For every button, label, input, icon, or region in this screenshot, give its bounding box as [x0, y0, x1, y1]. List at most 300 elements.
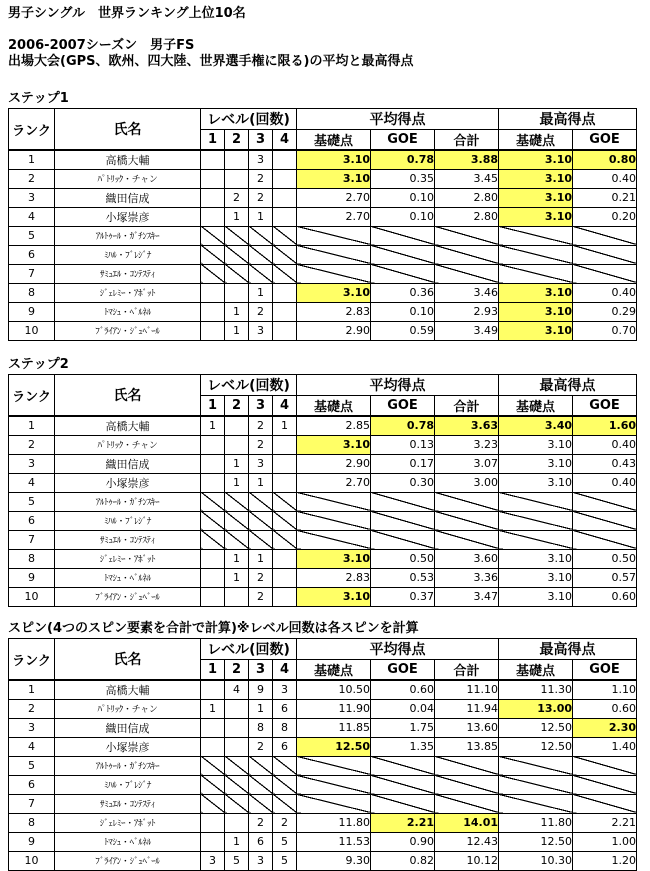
average-total-header: 合計: [435, 396, 499, 417]
score-ag: [371, 794, 435, 813]
section-title-spin: スピン(4つのスピン要素を合計で計算)※レベル回数は各スピンを計算: [8, 621, 419, 636]
score-at: [435, 492, 499, 511]
level-count-l2: [225, 737, 249, 756]
level-count-l3: 9: [249, 680, 273, 699]
score-ag: [371, 775, 435, 794]
rank-cell: 3: [9, 718, 55, 737]
level-count-l4: [273, 568, 297, 587]
score-ab: 11.85: [297, 718, 371, 737]
score-ag: [371, 264, 435, 283]
level-count-l3: 2: [249, 302, 273, 321]
skater-name: ｱﾙﾄｩｰﾙ・ｶﾞﾁﾝｽｷｰ: [55, 226, 201, 245]
score-at: 3.63: [435, 416, 499, 435]
score-at: 2.80: [435, 188, 499, 207]
score-ab: [297, 245, 371, 264]
skater-name: ﾐﾊﾙ・ﾌﾞﾚｼﾞﾅ: [55, 511, 201, 530]
score-at: 3.49: [435, 321, 499, 340]
level-count-l4: 5: [273, 851, 297, 870]
level-count-l2: [225, 511, 249, 530]
score-at: 3.60: [435, 549, 499, 568]
score-mb: [499, 775, 573, 794]
score-mb: 3.10: [499, 435, 573, 454]
level-count-l2: 5: [225, 851, 249, 870]
level-count-l3: 1: [249, 473, 273, 492]
rank-cell: 3: [9, 454, 55, 473]
level-header: レベル(回数): [201, 109, 297, 130]
level-count-l2: [225, 435, 249, 454]
rank-cell: 3: [9, 188, 55, 207]
level-count-l3: [249, 492, 273, 511]
score-ag: 0.60: [371, 680, 435, 699]
score-at: 3.46: [435, 283, 499, 302]
score-mg: 0.40: [573, 169, 637, 188]
level-1-header: 1: [201, 130, 225, 151]
score-mg: 1.20: [573, 851, 637, 870]
score-ag: [371, 226, 435, 245]
max-base-header: 基礎点: [499, 660, 573, 681]
score-at: [435, 794, 499, 813]
level-count-l1: [201, 283, 225, 302]
rank-cell: 6: [9, 245, 55, 264]
table-row: [9, 549, 637, 568]
level-count-l2: 1: [225, 473, 249, 492]
skater-name: ｻﾐｭｴﾙ・ｺﾝﾃｽﾃｨ: [55, 264, 201, 283]
level-count-l4: [273, 454, 297, 473]
score-ag: 0.78: [371, 416, 435, 435]
score-mg: 2.30: [573, 718, 637, 737]
level-count-l4: [273, 302, 297, 321]
table-row: [9, 794, 637, 813]
score-at: 3.45: [435, 169, 499, 188]
level-count-l2: [225, 699, 249, 718]
level-count-l1: [201, 245, 225, 264]
level-count-l3: [249, 264, 273, 283]
level-count-l1: [201, 775, 225, 794]
rank-cell: 2: [9, 435, 55, 454]
score-ab: 3.10: [297, 549, 371, 568]
level-count-l3: 2: [249, 568, 273, 587]
level-count-l4: [273, 549, 297, 568]
score-mb: 11.30: [499, 680, 573, 699]
average-score-header: 平均得点: [297, 639, 499, 660]
subtitle: 出場大会(GPS、欧州、四大陸、世界選手権に限る)の平均と最高得点: [8, 54, 414, 69]
score-mb: [499, 264, 573, 283]
rank-cell: 5: [9, 492, 55, 511]
score-ab: [297, 264, 371, 283]
table-row: [9, 245, 637, 264]
skater-name: 織田信成: [55, 718, 201, 737]
score-mb: 3.10: [499, 321, 573, 340]
level-count-l2: [225, 264, 249, 283]
score-mg: 0.80: [573, 150, 637, 169]
score-at: 3.47: [435, 587, 499, 606]
score-mg: 1.40: [573, 737, 637, 756]
level-count-l3: 2: [249, 169, 273, 188]
score-at: 13.85: [435, 737, 499, 756]
score-mb: 3.10: [499, 188, 573, 207]
level-count-l1: [201, 169, 225, 188]
level-2-header: 2: [225, 396, 249, 417]
level-count-l2: [225, 492, 249, 511]
score-ab: 2.70: [297, 473, 371, 492]
average-goe-header: GOE: [371, 130, 435, 151]
rank-header: ランク: [9, 639, 55, 681]
level-count-l1: [201, 530, 225, 549]
score-at: 2.93: [435, 302, 499, 321]
score-ab: 3.10: [297, 435, 371, 454]
score-at: 3.00: [435, 473, 499, 492]
level-count-l2: [225, 169, 249, 188]
score-mg: [573, 245, 637, 264]
level-count-l1: [201, 511, 225, 530]
max-base-header: 基礎点: [499, 396, 573, 417]
skater-name: ﾄﾏｼｭ・ﾍﾞﾙﾈﾙ: [55, 302, 201, 321]
level-count-l2: [225, 245, 249, 264]
score-at: [435, 511, 499, 530]
skater-name: ﾊﾟﾄﾘｯｸ・チャン: [55, 435, 201, 454]
score-ag: [371, 511, 435, 530]
rank-cell: 1: [9, 416, 55, 435]
rank-cell: 10: [9, 587, 55, 606]
score-mb: [499, 794, 573, 813]
level-count-l4: [273, 188, 297, 207]
score-ab: 3.10: [297, 587, 371, 606]
level-count-l2: 1: [225, 549, 249, 568]
score-mg: 0.57: [573, 568, 637, 587]
score-mg: 0.43: [573, 454, 637, 473]
skater-name: ｼﾞｪﾚﾐｰ・ｱﾎﾞｯﾄ: [55, 813, 201, 832]
skater-name: ﾌﾞﾗｲｱﾝ・ｼﾞｭﾍﾞｰﾙ: [55, 321, 201, 340]
level-count-l4: [273, 321, 297, 340]
score-mb: [499, 245, 573, 264]
skater-name: ﾌﾞﾗｲｱﾝ・ｼﾞｭﾍﾞｰﾙ: [55, 851, 201, 870]
score-mg: [573, 794, 637, 813]
level-count-l4: [273, 169, 297, 188]
rank-cell: 4: [9, 207, 55, 226]
score-mg: [573, 264, 637, 283]
level-count-l1: [201, 718, 225, 737]
level-count-l2: [225, 530, 249, 549]
score-mb: [499, 226, 573, 245]
level-count-l3: [249, 794, 273, 813]
rank-cell: 7: [9, 264, 55, 283]
score-mb: 3.40: [499, 416, 573, 435]
level-count-l3: [249, 756, 273, 775]
score-ag: 1.75: [371, 718, 435, 737]
score-mb: 3.10: [499, 207, 573, 226]
max-goe-header: GOE: [573, 396, 637, 417]
score-mb: [499, 530, 573, 549]
level-count-l4: 6: [273, 699, 297, 718]
skater-name: 小塚崇彦: [55, 207, 201, 226]
table-row: [9, 680, 637, 699]
level-count-l3: 3: [249, 454, 273, 473]
score-ab: 2.83: [297, 302, 371, 321]
section-title-step1: ステップ1: [8, 91, 69, 106]
score-mb: 13.00: [499, 699, 573, 718]
level-count-l1: 1: [201, 699, 225, 718]
score-mb: 3.10: [499, 549, 573, 568]
level-count-l4: [273, 794, 297, 813]
level-2-header: 2: [225, 660, 249, 681]
table-row: [9, 321, 637, 340]
rank-cell: 5: [9, 226, 55, 245]
table-row: [9, 737, 637, 756]
table-row: [9, 492, 637, 511]
score-mb: 3.10: [499, 169, 573, 188]
level-count-l3: 3: [249, 321, 273, 340]
score-ag: 0.13: [371, 435, 435, 454]
score-ag: [371, 756, 435, 775]
score-at: [435, 530, 499, 549]
level-count-l1: 1: [201, 416, 225, 435]
level-count-l1: [201, 264, 225, 283]
skater-name: ﾐﾊﾙ・ﾌﾞﾚｼﾞﾅ: [55, 775, 201, 794]
score-ag: 0.36: [371, 283, 435, 302]
level-count-l3: 2: [249, 188, 273, 207]
table-row: [9, 718, 637, 737]
level-count-l3: 8: [249, 718, 273, 737]
level-count-l3: 1: [249, 699, 273, 718]
level-header: レベル(回数): [201, 375, 297, 396]
score-mb: 3.10: [499, 587, 573, 606]
skater-name: ﾊﾟﾄﾘｯｸ・チャン: [55, 699, 201, 718]
score-mg: 1.10: [573, 680, 637, 699]
max-goe-header: GOE: [573, 130, 637, 151]
skater-name: ﾌﾞﾗｲｱﾝ・ｼﾞｭﾍﾞｰﾙ: [55, 587, 201, 606]
rank-cell: 7: [9, 794, 55, 813]
skater-name: 高橋大輔: [55, 150, 201, 169]
score-ab: 2.90: [297, 454, 371, 473]
average-base-header: 基礎点: [297, 130, 371, 151]
score-ag: 0.90: [371, 832, 435, 851]
level-count-l1: 3: [201, 851, 225, 870]
skater-name: ｻﾐｭｴﾙ・ｺﾝﾃｽﾃｨ: [55, 530, 201, 549]
level-count-l3: 2: [249, 416, 273, 435]
score-ag: [371, 492, 435, 511]
average-total-header: 合計: [435, 130, 499, 151]
rank-cell: 9: [9, 832, 55, 851]
score-at: [435, 264, 499, 283]
name-header: 氏名: [55, 109, 201, 151]
level-count-l2: [225, 794, 249, 813]
level-count-l4: [273, 245, 297, 264]
average-goe-header: GOE: [371, 396, 435, 417]
level-count-l1: [201, 568, 225, 587]
score-ag: 0.59: [371, 321, 435, 340]
level-count-l4: [273, 473, 297, 492]
skater-name: ﾄﾏｼｭ・ﾍﾞﾙﾈﾙ: [55, 832, 201, 851]
level-count-l1: [201, 813, 225, 832]
score-mg: 2.21: [573, 813, 637, 832]
score-ab: 2.85: [297, 416, 371, 435]
score-ab: [297, 530, 371, 549]
table-row: [9, 587, 637, 606]
level-count-l1: [201, 587, 225, 606]
level-3-header: 3: [249, 396, 273, 417]
rank-cell: 2: [9, 169, 55, 188]
score-ag: 0.78: [371, 150, 435, 169]
score-ab: 9.30: [297, 851, 371, 870]
level-count-l4: [273, 530, 297, 549]
level-count-l2: 1: [225, 454, 249, 473]
level-count-l1: [201, 680, 225, 699]
rank-cell: 8: [9, 283, 55, 302]
level-count-l4: [273, 511, 297, 530]
table-row: [9, 416, 637, 435]
level-count-l3: 2: [249, 435, 273, 454]
level-count-l3: [249, 245, 273, 264]
level-count-l2: 4: [225, 680, 249, 699]
skater-name: 小塚崇彦: [55, 473, 201, 492]
level-count-l3: 3: [249, 851, 273, 870]
score-ab: 3.10: [297, 150, 371, 169]
level-count-l3: 2: [249, 737, 273, 756]
score-ag: [371, 245, 435, 264]
score-ab: 2.83: [297, 568, 371, 587]
table-row: [9, 283, 637, 302]
score-ag: 0.30: [371, 473, 435, 492]
score-ag: 0.53: [371, 568, 435, 587]
table-row: [9, 473, 637, 492]
table-row: [9, 568, 637, 587]
average-score-header: 平均得点: [297, 375, 499, 396]
level-count-l1: [201, 549, 225, 568]
score-ab: [297, 226, 371, 245]
level-count-l4: [273, 587, 297, 606]
level-count-l3: 1: [249, 283, 273, 302]
score-ab: 11.53: [297, 832, 371, 851]
level-count-l4: 2: [273, 813, 297, 832]
score-at: 3.07: [435, 454, 499, 473]
rank-cell: 8: [9, 813, 55, 832]
score-ab: [297, 492, 371, 511]
score-at: [435, 245, 499, 264]
score-ag: 2.21: [371, 813, 435, 832]
level-2-header: 2: [225, 130, 249, 151]
score-mb: 10.30: [499, 851, 573, 870]
skater-name: 高橋大輔: [55, 416, 201, 435]
score-at: 2.80: [435, 207, 499, 226]
season-label: 2006-2007シーズン 男子FS: [8, 38, 195, 53]
level-count-l4: 1: [273, 416, 297, 435]
level-count-l3: 1: [249, 549, 273, 568]
score-ab: [297, 794, 371, 813]
score-at: 3.23: [435, 435, 499, 454]
average-total-header: 合計: [435, 660, 499, 681]
rank-cell: 10: [9, 321, 55, 340]
rank-cell: 10: [9, 851, 55, 870]
score-ab: 3.10: [297, 283, 371, 302]
ranking-table-step2: [8, 374, 637, 607]
score-ab: 2.70: [297, 207, 371, 226]
level-count-l2: 1: [225, 321, 249, 340]
score-ag: [371, 530, 435, 549]
score-ag: 0.10: [371, 188, 435, 207]
rank-cell: 1: [9, 680, 55, 699]
score-mg: 0.29: [573, 302, 637, 321]
score-mb: 12.50: [499, 737, 573, 756]
skater-name: ﾊﾟﾄﾘｯｸ・チャン: [55, 169, 201, 188]
score-mg: [573, 226, 637, 245]
score-mb: 3.10: [499, 473, 573, 492]
rank-cell: 6: [9, 511, 55, 530]
table-row: [9, 454, 637, 473]
score-mg: [573, 775, 637, 794]
average-goe-header: GOE: [371, 660, 435, 681]
table-row: [9, 150, 637, 169]
level-header: レベル(回数): [201, 639, 297, 660]
ranking-table-step1: [8, 108, 637, 341]
score-mg: [573, 530, 637, 549]
table-row: [9, 511, 637, 530]
score-ab: [297, 511, 371, 530]
level-count-l1: [201, 321, 225, 340]
level-3-header: 3: [249, 130, 273, 151]
level-count-l4: [273, 756, 297, 775]
level-count-l1: [201, 492, 225, 511]
table-row: [9, 435, 637, 454]
score-ab: 12.50: [297, 737, 371, 756]
score-mb: 3.10: [499, 150, 573, 169]
rank-cell: 7: [9, 530, 55, 549]
score-mg: [573, 492, 637, 511]
average-score-header: 平均得点: [297, 109, 499, 130]
level-count-l2: [225, 718, 249, 737]
score-mg: [573, 511, 637, 530]
level-count-l1: [201, 226, 225, 245]
level-count-l4: [273, 492, 297, 511]
score-ab: 10.50: [297, 680, 371, 699]
score-ab: [297, 775, 371, 794]
level-count-l2: [225, 150, 249, 169]
level-count-l1: [201, 737, 225, 756]
level-count-l3: 2: [249, 587, 273, 606]
table-row: [9, 264, 637, 283]
table-row: [9, 302, 637, 321]
score-ab: 2.70: [297, 188, 371, 207]
rank-cell: 4: [9, 473, 55, 492]
score-mg: 0.40: [573, 283, 637, 302]
skater-name: ﾄﾏｼｭ・ﾍﾞﾙﾈﾙ: [55, 568, 201, 587]
skater-name: 織田信成: [55, 454, 201, 473]
score-at: 10.12: [435, 851, 499, 870]
level-count-l4: 8: [273, 718, 297, 737]
score-mg: 0.40: [573, 435, 637, 454]
level-count-l2: 1: [225, 832, 249, 851]
score-ag: 0.82: [371, 851, 435, 870]
level-count-l4: 6: [273, 737, 297, 756]
level-count-l1: [201, 435, 225, 454]
score-at: [435, 756, 499, 775]
section-title-step2: ステップ2: [8, 357, 69, 372]
average-base-header: 基礎点: [297, 660, 371, 681]
rank-cell: 1: [9, 150, 55, 169]
table-row: [9, 169, 637, 188]
level-count-l1: [201, 756, 225, 775]
rank-cell: 4: [9, 737, 55, 756]
score-mb: [499, 756, 573, 775]
score-ag: 0.10: [371, 207, 435, 226]
level-count-l1: [201, 473, 225, 492]
score-at: 14.01: [435, 813, 499, 832]
score-mg: 0.70: [573, 321, 637, 340]
skater-name: ｼﾞｪﾚﾐｰ・ｱﾎﾞｯﾄ: [55, 549, 201, 568]
score-ag: 0.35: [371, 169, 435, 188]
max-score-header: 最高得点: [499, 109, 637, 130]
level-count-l3: 1: [249, 207, 273, 226]
level-count-l3: [249, 226, 273, 245]
